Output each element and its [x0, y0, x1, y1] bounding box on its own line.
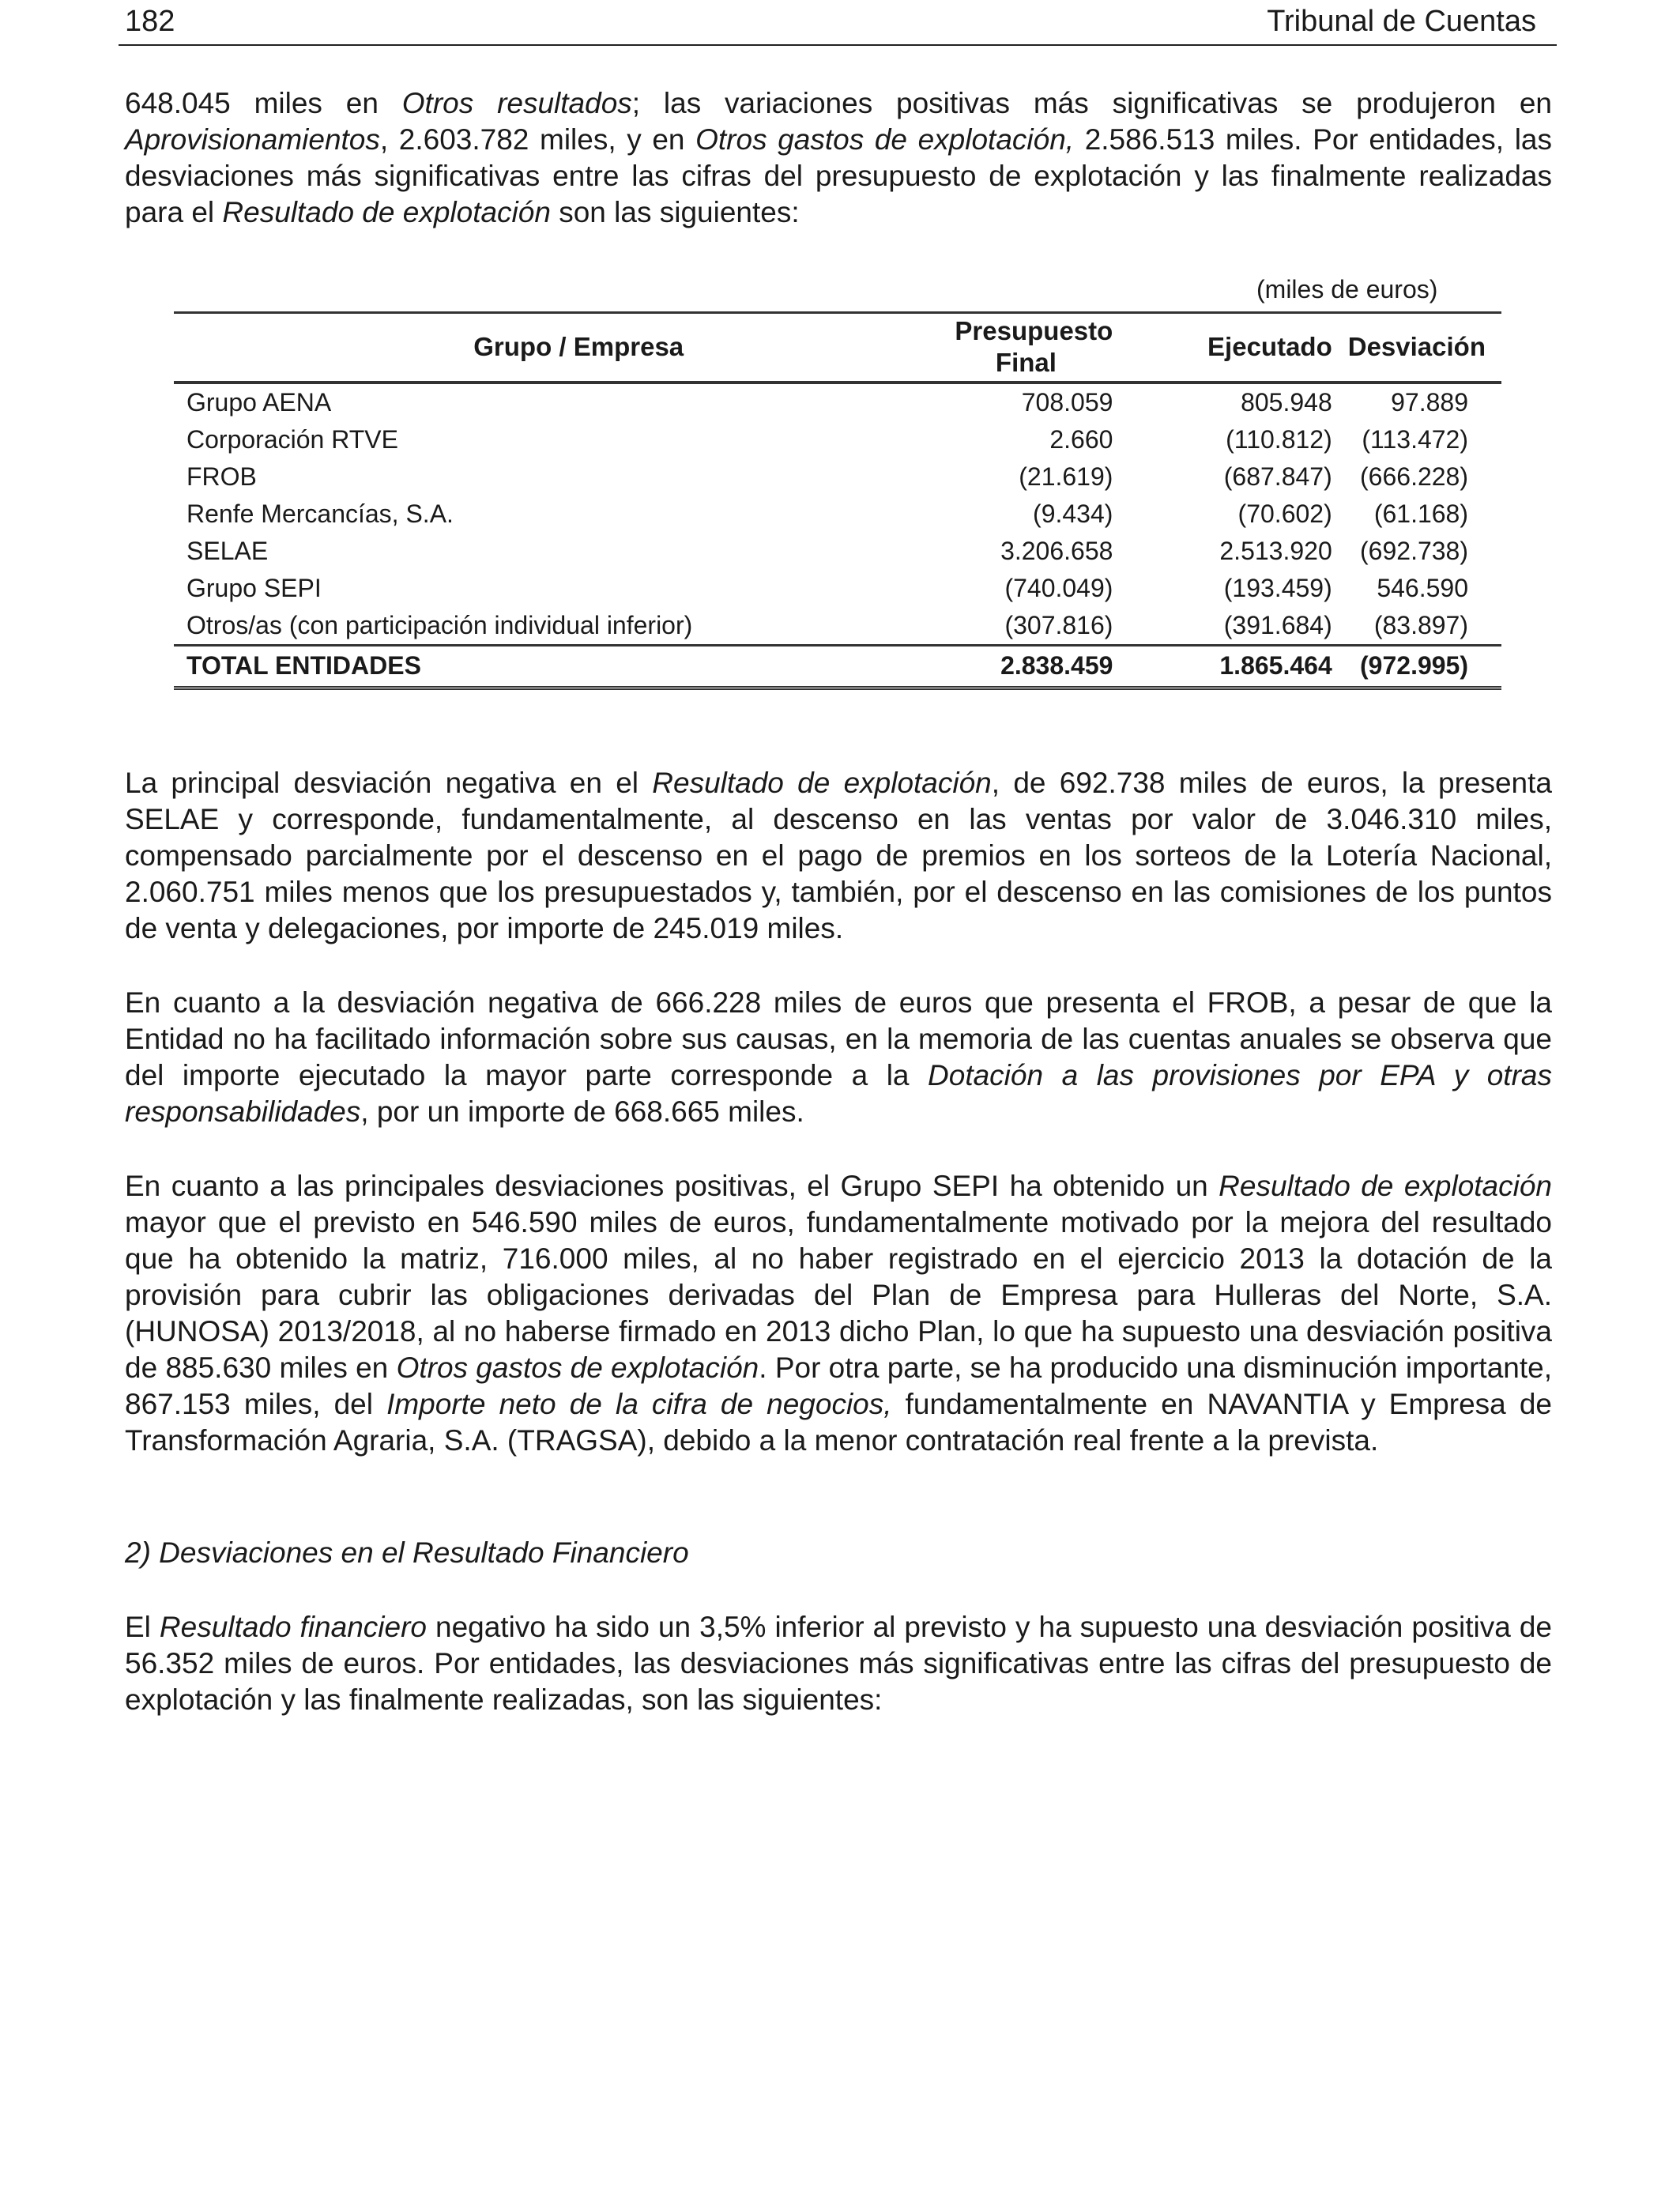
text-run: En cuanto a las principales desviaciones positivas, el Grupo SEPI ha obtenido un — [125, 1170, 1219, 1202]
row-entity: Grupo AENA — [186, 387, 332, 417]
table-row — [174, 458, 1501, 496]
row-entity: SELAE — [186, 536, 269, 565]
total-deviation: (972.995) — [1360, 651, 1468, 680]
header-entity: Grupo / Empresa — [473, 332, 684, 362]
paragraph-selae — [125, 765, 1552, 947]
publisher-title: Tribunal de Cuentas — [1267, 5, 1536, 38]
row-executed: (391.684) — [1223, 610, 1332, 639]
table-row — [174, 496, 1501, 533]
row-executed: 805.948 — [1241, 387, 1332, 417]
results-table — [174, 311, 1501, 690]
row-executed: (193.459) — [1223, 573, 1332, 602]
table-total-row — [174, 645, 1501, 688]
row-executed: (687.847) — [1223, 462, 1332, 491]
page-number: 182 — [125, 5, 175, 38]
row-entity: Corporación RTVE — [186, 424, 398, 454]
text-run: 2.586.513 miles. Por entidades, las desviaciones más significativas entre las cifras del presupuesto de explotación y las finalmente realizadas para el — [125, 123, 1552, 228]
italic-run: Resultado de explotación — [222, 196, 551, 228]
text-run: El — [125, 1611, 160, 1643]
italic-run: Resultado financiero — [159, 1611, 427, 1643]
row-budget: (307.816) — [1004, 610, 1113, 639]
row-entity: Grupo SEPI — [186, 573, 322, 602]
row-deviation: (692.738) — [1360, 536, 1468, 565]
row-budget: 2.660 — [1049, 424, 1113, 454]
row-executed: (110.812) — [1226, 424, 1332, 454]
row-budget: 3.206.658 — [1000, 536, 1113, 565]
text-run: La principal desviación negativa en el — [125, 767, 653, 799]
table-row — [174, 383, 1501, 421]
header-deviation: Desviación — [1347, 332, 1486, 362]
italic-run: Importe neto de la cifra de negocios, — [386, 1388, 892, 1420]
section-heading: 2) Desviaciones en el Resultado Financiero — [125, 1536, 689, 1569]
row-entity: Otros/as (con participación individual inferior) — [186, 610, 693, 639]
paragraph-frob — [125, 985, 1552, 1130]
text-run: . Por otra parte, se ha producido una disminución importante, 867.153 miles, del — [125, 1351, 1553, 1420]
text-run: mayor que el previsto en 546.590 miles de euros, fundamentalmente motivado por la mejora del resultado que ha obtenido la matriz, 716.000 miles, al no haber registrado en el ejercicio 2013 la dotación de la provisión para cubrir las obligaciones derivadas del Plan de Empresa para Hulleras del Norte, S.A. (HUNOSA) 2013/2018, al no haberse firmado en 2013 dicho Plan, lo que ha supuesto una desviación positiva de 885.630 miles en — [125, 1206, 1552, 1384]
row-deviation: 546.590 — [1377, 573, 1468, 602]
text-run: son las siguientes: — [550, 196, 800, 228]
row-budget: (9.434) — [1033, 499, 1113, 528]
row-executed: (70.602) — [1237, 499, 1332, 528]
text-run: , 2.603.782 miles, y en — [379, 123, 696, 156]
italic-run: Otros gastos de explotación — [396, 1351, 759, 1384]
row-entity: FROB — [186, 462, 257, 491]
row-deviation: (61.168) — [1373, 499, 1468, 528]
paragraph-financial — [125, 1609, 1552, 1718]
table-units-note: (miles de euros) — [1256, 275, 1438, 303]
header-budget: Presupuesto Final — [955, 316, 1113, 378]
row-deviation: (113.472) — [1362, 424, 1468, 454]
row-deviation: (666.228) — [1360, 462, 1468, 491]
paragraph-sepi — [125, 1168, 1552, 1459]
italic-run: Otros gastos de explotación, — [695, 123, 1075, 156]
italic-run: Dotación a las provisiones por EPA y otras responsabilidades — [125, 1059, 1552, 1128]
table-body — [174, 383, 1501, 688]
italic-run: Resultado de explotación — [652, 767, 992, 799]
deviation-table — [174, 311, 1501, 690]
page-header — [119, 3, 1557, 46]
row-budget: (740.049) — [1004, 573, 1113, 602]
text-run: , de 692.738 miles de euros, la presenta SELAE y corresponde, fundamentalmente, al descenso en las ventas por valor de 3.046.310 miles, compensado parcialmente por el descenso en el pago de premios en los sorteos de la Lotería Nacional, 2.060.751 miles menos que los presupuestados y, también, por el descenso en las comisiones de los puntos de venta y delegaciones, por importe de 245.019 miles. — [125, 767, 1552, 944]
row-deviation: 97.889 — [1391, 387, 1468, 417]
header-executed: Ejecutado — [1207, 332, 1332, 362]
text-run: negativo ha sido un 3,5% inferior al previsto y ha supuesto una desviación positiva de 56.352 miles de euros. Por entidades, las desviaciones más significativas entre las cifras del presupuesto de explotación y las finalmente realizadas, son las siguientes: — [125, 1611, 1553, 1716]
total-executed: 1.865.464 — [1219, 651, 1332, 680]
total-entity: TOTAL ENTIDADES — [186, 651, 421, 680]
row-budget: (21.619) — [1019, 462, 1113, 491]
table-row — [174, 533, 1501, 570]
row-entity: Renfe Mercancías, S.A. — [186, 499, 454, 528]
row-executed: 2.513.920 — [1219, 536, 1332, 565]
table-row — [174, 421, 1501, 458]
text-run: 648.045 miles en — [125, 87, 402, 119]
table-row — [174, 570, 1501, 607]
italic-run: Otros resultados — [401, 87, 632, 119]
total-budget: 2.838.459 — [1000, 651, 1113, 680]
text-run: ; las variaciones positivas más significativas se produjeron en — [631, 87, 1552, 119]
italic-run: Resultado de explotación — [1219, 1170, 1553, 1202]
text-run: , por un importe de 668.665 miles. — [360, 1095, 804, 1128]
table-row — [174, 607, 1501, 646]
intro-paragraph — [125, 85, 1552, 231]
table-header-row — [174, 313, 1501, 383]
row-budget: 708.059 — [1021, 387, 1113, 417]
text-run: fundamentalmente en NAVANTIA y Empresa de Transformación Agraria, S.A. (TRAGSA), debido a la menor contratación real frente a la prevista. — [125, 1388, 1552, 1457]
text-run: En cuanto a la desviación negativa de 666.228 miles de euros que presenta el FROB, a pesar de que la Entidad no ha facilitado información sobre sus causas, en la memoria de las cuentas anuales se observa que del importe ejecutado la mayor parte corresponde a la — [125, 986, 1552, 1091]
row-deviation: (83.897) — [1373, 610, 1468, 639]
italic-run: Aprovisionamientos — [125, 123, 380, 156]
